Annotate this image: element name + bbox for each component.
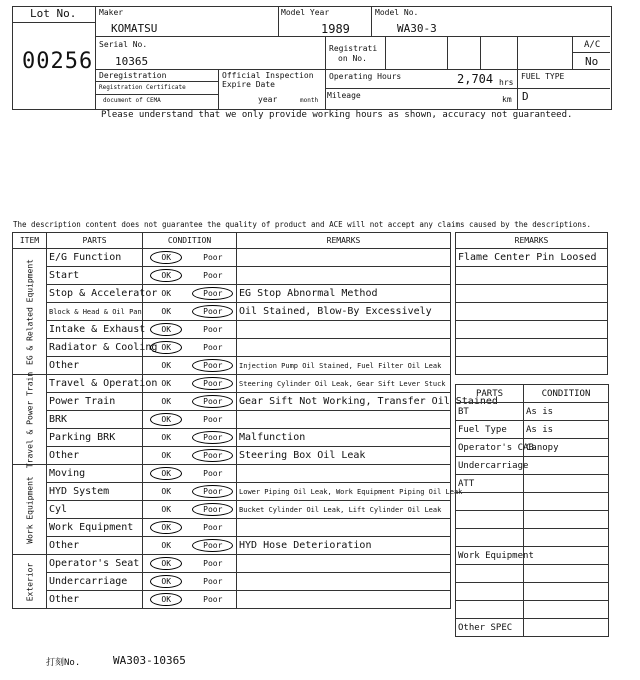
poor-option[interactable]: Poor xyxy=(203,559,223,568)
poor-option[interactable]: Poor xyxy=(192,431,233,444)
parts-condition-row xyxy=(456,529,609,547)
ok-cell xyxy=(143,321,190,339)
inspection-row xyxy=(13,321,451,339)
ok-option[interactable]: OK xyxy=(161,397,172,406)
part-name: Start xyxy=(47,267,143,285)
remark-cell xyxy=(237,573,451,591)
remarks-header: REMARKS xyxy=(237,233,451,249)
ok-option[interactable]: OK xyxy=(161,541,172,550)
km-unit: km xyxy=(502,95,512,104)
poor-cell xyxy=(190,447,237,465)
official-label-1: Official Inspection xyxy=(222,71,314,80)
remark-cell: Oil Stained, Blow-By Excessively xyxy=(237,303,451,321)
spec-condition xyxy=(524,565,609,583)
inspection-row xyxy=(13,285,451,303)
month-label: month xyxy=(300,97,319,104)
condition-header: CONDITION xyxy=(143,233,237,249)
inspection-row xyxy=(13,357,451,375)
remark-cell: Steering Box Oil Leak xyxy=(237,447,451,465)
poor-cell xyxy=(190,393,237,411)
group-label: EG & Related Equipment xyxy=(25,258,34,365)
ok-cell xyxy=(143,339,190,357)
right-remark-row xyxy=(456,303,608,321)
ok-option[interactable]: OK xyxy=(161,289,172,298)
remark-cell xyxy=(237,267,451,285)
poor-option[interactable]: Poor xyxy=(192,485,233,498)
poor-option[interactable]: Poor xyxy=(203,415,223,424)
serial-value: 10365 xyxy=(115,55,149,68)
poor-cell xyxy=(190,537,237,555)
dereg-divider-1 xyxy=(95,81,218,82)
ok-cell xyxy=(143,303,190,321)
lot-number: 00256 xyxy=(22,49,94,74)
parts-condition-row xyxy=(456,457,609,475)
group-cell xyxy=(13,371,47,468)
poor-option[interactable]: Poor xyxy=(203,343,223,352)
right-remarks-table xyxy=(455,232,608,375)
right-remark-cell: Flame Center Pin Loosed xyxy=(456,249,608,267)
right-remark-row xyxy=(456,339,608,357)
poor-cell xyxy=(190,249,237,267)
right-remark-cell xyxy=(456,303,608,321)
mileage-label: Mileage xyxy=(327,91,361,100)
spec-condition xyxy=(524,511,609,529)
remark-cell xyxy=(237,591,451,609)
right-remark-row xyxy=(456,321,608,339)
poor-cell xyxy=(190,519,237,537)
ok-cell xyxy=(143,555,190,573)
part-name: Stop & Accelerator xyxy=(47,285,143,303)
spec-part: BT xyxy=(456,403,524,421)
poor-cell xyxy=(190,267,237,285)
lot-label: Lot No. xyxy=(30,7,77,20)
ok-cell xyxy=(143,357,190,375)
header-row-line-1 xyxy=(95,36,610,37)
spec-part xyxy=(456,601,524,619)
spec-part: Other SPEC xyxy=(456,619,524,637)
part-name: Travel & Operation xyxy=(47,375,143,393)
poor-cell xyxy=(190,285,237,303)
remark-cell: Lower Piping Oil Leak, Work Equipment Piping Oil Leak xyxy=(237,483,451,501)
ok-option[interactable]: OK xyxy=(161,379,172,388)
header-vline-box2 xyxy=(480,36,481,70)
parts-condition-row xyxy=(456,601,609,619)
spec-condition xyxy=(524,619,609,637)
ac-label: A/C xyxy=(584,40,601,50)
header-row-line-2 xyxy=(95,69,610,70)
ok-cell xyxy=(143,501,190,519)
poor-option[interactable]: Poor xyxy=(203,577,223,586)
poor-option[interactable]: Poor xyxy=(203,469,223,478)
group-cell xyxy=(13,555,47,609)
spec-condition xyxy=(524,529,609,547)
ok-option[interactable]: OK xyxy=(161,451,172,460)
parts-condition-row xyxy=(456,493,609,511)
ac-value: No xyxy=(585,55,599,68)
header-vline-reg xyxy=(325,36,326,109)
poor-option[interactable]: Poor xyxy=(203,253,223,262)
part-name: Undercarriage xyxy=(47,573,143,591)
poor-option[interactable]: Poor xyxy=(192,539,233,552)
inspection-row xyxy=(13,501,451,519)
spec-part: Fuel Type xyxy=(456,421,524,439)
remark-cell: EG Stop Abnormal Method xyxy=(237,285,451,303)
ok-option[interactable]: OK xyxy=(150,269,182,282)
right-remark-cell xyxy=(456,357,608,375)
ok-cell xyxy=(143,267,190,285)
official-label-2: Expire Date xyxy=(222,80,275,89)
ok-cell xyxy=(143,429,190,447)
poor-option[interactable]: Poor xyxy=(192,449,233,462)
remark-cell xyxy=(237,321,451,339)
ok-option[interactable]: OK xyxy=(150,413,182,426)
ok-option[interactable]: OK xyxy=(161,505,172,514)
year-label: year xyxy=(258,95,278,104)
op-hours-value: 2,704 xyxy=(457,72,494,86)
poor-cell xyxy=(190,429,237,447)
hrs-unit: hrs xyxy=(499,78,514,87)
part-name: Power Train xyxy=(47,393,143,411)
header-vline-official xyxy=(218,69,219,109)
model-year-value: 1989 xyxy=(321,22,350,36)
group-cell xyxy=(13,465,47,555)
right-remark-row xyxy=(456,285,608,303)
ok-cell xyxy=(143,465,190,483)
maker-label: Maker xyxy=(99,8,124,17)
right-remark-cell xyxy=(456,267,608,285)
remark-cell xyxy=(237,411,451,429)
header-vline-box3 xyxy=(517,36,518,109)
remark-cell xyxy=(237,555,451,573)
remark-cell: HYD Hose Deterioration xyxy=(237,537,451,555)
inspection-row xyxy=(13,573,451,591)
part-name: Operator's Seat xyxy=(47,555,143,573)
right-remark-cell xyxy=(456,321,608,339)
stamp-value: WA303-10365 xyxy=(113,654,186,667)
fuel-label: FUEL TYPE xyxy=(521,72,565,81)
header-vline-box4 xyxy=(572,36,573,70)
part-name: Work Equipment xyxy=(47,519,143,537)
right-remark-cell xyxy=(456,285,608,303)
header-vline-reg2 xyxy=(385,36,386,70)
remark-cell xyxy=(237,519,451,537)
poor-cell xyxy=(190,303,237,321)
group-label: Exterior xyxy=(25,562,34,601)
ptbl-parts-header: PARTS xyxy=(456,385,524,403)
ok-cell xyxy=(143,285,190,303)
parts-header: PARTS xyxy=(47,233,143,249)
spec-part xyxy=(456,565,524,583)
stamp-label: 打刻No. xyxy=(46,658,81,668)
poor-option[interactable]: Poor xyxy=(203,595,223,604)
spec-condition xyxy=(524,601,609,619)
poor-cell xyxy=(190,501,237,519)
lot-label-divider xyxy=(12,22,95,23)
right-remark-cell xyxy=(456,339,608,357)
part-name: Moving xyxy=(47,465,143,483)
working-hours-note: Please understand that we only provide working hours as shown, accuracy not guaranteed. xyxy=(101,110,573,120)
group-label: Travel & Power Train xyxy=(25,371,34,468)
part-name: Other xyxy=(47,591,143,609)
poor-option[interactable]: Poor xyxy=(203,271,223,280)
ok-cell xyxy=(143,393,190,411)
header-vline-year xyxy=(371,6,372,37)
poor-cell xyxy=(190,339,237,357)
header-row-line-3 xyxy=(325,88,610,89)
poor-option[interactable]: Poor xyxy=(192,377,233,390)
ok-option[interactable]: OK xyxy=(161,361,172,370)
cema-label: document of CEMA xyxy=(103,97,161,104)
poor-cell xyxy=(190,375,237,393)
inspection-row xyxy=(13,429,451,447)
fuel-value: D xyxy=(522,90,529,103)
ok-cell xyxy=(143,249,190,267)
part-name: Block & Head & Oil Pan xyxy=(47,303,143,321)
ok-option[interactable]: OK xyxy=(150,593,182,606)
parts-condition-row xyxy=(456,403,609,421)
spec-part: Work Equipment xyxy=(456,547,524,565)
parts-condition-row xyxy=(456,511,609,529)
poor-cell xyxy=(190,357,237,375)
inspection-row xyxy=(13,537,451,555)
ok-cell xyxy=(143,537,190,555)
parts-condition-row xyxy=(456,421,609,439)
inspection-row xyxy=(13,267,451,285)
poor-option[interactable]: Poor xyxy=(192,287,233,300)
inspection-row xyxy=(13,249,451,267)
remark-cell: Steering Cylinder Oil Leak, Gear Sift Lever Stuck xyxy=(237,375,451,393)
inspection-row xyxy=(13,339,451,357)
part-name: Parking BRK xyxy=(47,429,143,447)
ok-option[interactable]: OK xyxy=(150,251,182,264)
serial-label: Serial No. xyxy=(99,40,148,49)
ok-cell xyxy=(143,411,190,429)
ok-option[interactable]: OK xyxy=(150,521,182,534)
right-remark-row xyxy=(456,267,608,285)
inspection-row xyxy=(13,555,451,573)
inspection-row xyxy=(13,375,451,393)
model-year-label: Model Year xyxy=(281,8,330,17)
header-vline-box1 xyxy=(447,36,448,70)
poor-option[interactable]: Poor xyxy=(203,523,223,532)
item-header: ITEM xyxy=(13,233,47,249)
ok-option[interactable]: OK xyxy=(150,575,182,588)
dereg-divider-2 xyxy=(95,94,218,95)
parts-condition-row xyxy=(456,619,609,637)
inspection-row xyxy=(13,591,451,609)
inspection-row xyxy=(13,483,451,501)
ok-option[interactable]: OK xyxy=(161,433,172,442)
inspection-row xyxy=(13,519,451,537)
remark-cell: Malfunction xyxy=(237,429,451,447)
spec-part: Operator's CAB xyxy=(456,439,524,457)
poor-cell xyxy=(190,555,237,573)
ok-cell xyxy=(143,375,190,393)
inspection-row xyxy=(13,447,451,465)
spec-condition: Canopy xyxy=(524,439,609,457)
ok-option[interactable]: OK xyxy=(150,341,182,354)
right-remark-row xyxy=(456,357,608,375)
part-name: Radiator & Cooling xyxy=(47,339,143,357)
poor-option[interactable]: Poor xyxy=(192,503,233,516)
header-vline-maker xyxy=(278,6,279,37)
poor-option[interactable]: Poor xyxy=(192,395,233,408)
group-label: Work Equipment xyxy=(25,475,34,544)
part-name: Other xyxy=(47,447,143,465)
poor-cell xyxy=(190,483,237,501)
inspection-row xyxy=(13,303,451,321)
ok-option[interactable]: OK xyxy=(161,307,172,316)
poor-cell xyxy=(190,591,237,609)
model-no-label: Model No. xyxy=(375,8,419,17)
spec-condition xyxy=(524,493,609,511)
spec-condition: As is xyxy=(524,403,609,421)
spec-condition xyxy=(524,457,609,475)
ok-option[interactable]: OK xyxy=(150,323,182,336)
poor-option[interactable]: Poor xyxy=(203,325,223,334)
reg-cert-label: Registration Certificate xyxy=(99,84,186,91)
disclaimer: The description content does not guarantee the quality of product and ACE will not accept any claims caused by the descriptions. xyxy=(13,220,591,229)
parts-condition-row xyxy=(456,583,609,601)
ok-option[interactable]: OK xyxy=(161,487,172,496)
right-remarks-header: REMARKS xyxy=(456,233,608,249)
ok-cell xyxy=(143,573,190,591)
remark-cell xyxy=(237,339,451,357)
spec-part xyxy=(456,583,524,601)
ok-cell xyxy=(143,591,190,609)
spec-condition xyxy=(524,547,609,565)
remark-cell: Gear Sift Not Working, Transfer Oil Stained xyxy=(237,393,451,411)
inspection-row xyxy=(13,393,451,411)
ac-divider xyxy=(572,52,610,53)
spec-part xyxy=(456,529,524,547)
poor-cell xyxy=(190,321,237,339)
group-cell xyxy=(13,249,47,375)
inspection-row xyxy=(13,411,451,429)
ok-cell xyxy=(143,447,190,465)
parts-condition-row xyxy=(456,547,609,565)
part-name: BRK xyxy=(47,411,143,429)
part-name: E/G Function xyxy=(47,249,143,267)
spec-part xyxy=(456,511,524,529)
parts-condition-row xyxy=(456,439,609,457)
parts-condition-row xyxy=(456,475,609,493)
inspection-row xyxy=(13,465,451,483)
remark-cell: Bucket Cylinder Oil Leak, Lift Cylinder Oil Leak xyxy=(237,501,451,519)
spec-part xyxy=(456,493,524,511)
registration-label-1: Registrati xyxy=(329,44,378,53)
part-name: Other xyxy=(47,357,143,375)
poor-cell xyxy=(190,573,237,591)
maker-value: KOMATSU xyxy=(111,22,158,35)
parts-condition-table xyxy=(455,384,609,637)
remark-cell xyxy=(237,249,451,267)
right-remark-row xyxy=(456,249,608,267)
remark-cell xyxy=(237,465,451,483)
spec-part: Undercarriage xyxy=(456,457,524,475)
part-name: Cyl xyxy=(47,501,143,519)
parts-condition-row xyxy=(456,565,609,583)
model-no-value: WA30-3 xyxy=(397,22,437,35)
spec-condition: As is xyxy=(524,421,609,439)
poor-option[interactable]: Poor xyxy=(192,305,233,318)
ptbl-condition-header: CONDITION xyxy=(524,385,609,403)
poor-option[interactable]: Poor xyxy=(192,359,233,372)
spec-condition xyxy=(524,475,609,493)
spec-condition xyxy=(524,583,609,601)
part-name: HYD System xyxy=(47,483,143,501)
ok-option[interactable]: OK xyxy=(150,557,182,570)
spec-part: ATT xyxy=(456,475,524,493)
poor-cell xyxy=(190,411,237,429)
dereg-label: Deregistration xyxy=(99,71,167,80)
part-name: Other xyxy=(47,537,143,555)
ok-option[interactable]: OK xyxy=(150,467,182,480)
registration-label-2: on No. xyxy=(338,54,367,63)
ok-cell xyxy=(143,483,190,501)
poor-cell xyxy=(190,465,237,483)
ok-cell xyxy=(143,519,190,537)
part-name: Intake & Exhaust xyxy=(47,321,143,339)
remark-cell: Injection Pump Oil Stained, Fuel Filter Oil Leak xyxy=(237,357,451,375)
op-hours-label: Operating Hours xyxy=(329,72,402,81)
